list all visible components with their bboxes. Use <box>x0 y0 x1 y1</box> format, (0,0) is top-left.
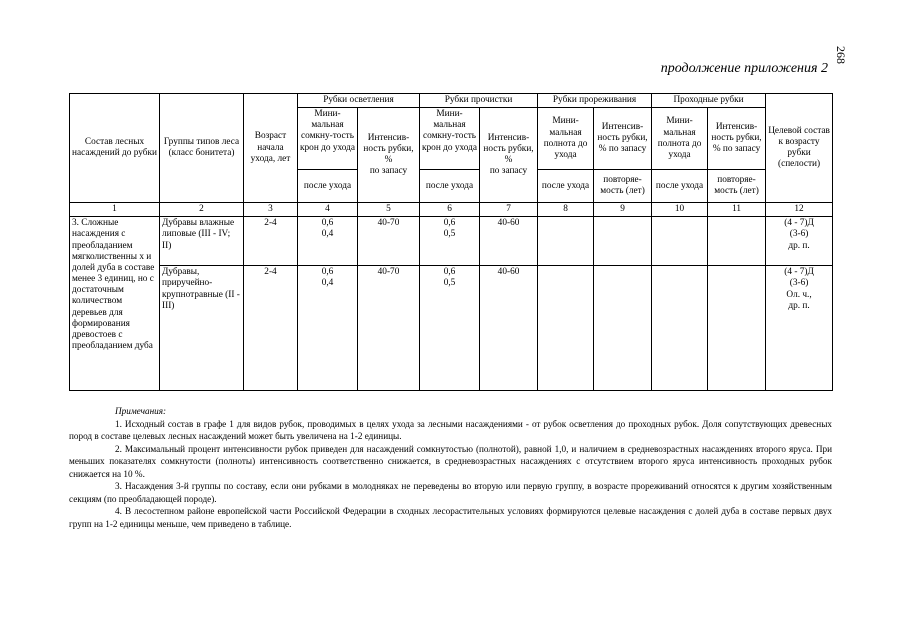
col-number: 7 <box>480 203 538 217</box>
notes-title: Примечания: <box>115 406 167 416</box>
note-item: 3. Насаждения 3-й группы по составу, если они рубками в молодняках не переведены во вторую или первую группу, в возрасте прореживаний относятся к другим хозяйственным секциям (по преобладающей породе). <box>69 481 832 504</box>
header-group-lightening: Рубки осветления <box>298 94 420 108</box>
col-number: 8 <box>538 203 594 217</box>
col-number: 1 <box>70 203 160 217</box>
empty-cell <box>652 266 708 391</box>
empty-cell <box>708 266 766 391</box>
empty-cell <box>538 266 594 391</box>
density-cell: 0,6 0,4 <box>298 217 358 266</box>
header-group-passage: Проходные рубки <box>652 94 766 108</box>
empty-cell <box>594 217 652 266</box>
care-cutting-table <box>69 93 833 391</box>
header-age: Возраст начала ухода, лет <box>244 94 298 203</box>
header-intensity-2: Интенсив-ность рубки, % по запасу <box>480 108 538 203</box>
intensity-cell: 40-70 <box>358 266 420 391</box>
table-row <box>70 266 833 391</box>
age-cell: 2-4 <box>244 217 298 266</box>
header-after-care-3: после ухода <box>538 170 594 203</box>
target-cell: (4 - 7)Д (3-6) др. п. <box>766 217 833 266</box>
header-after-care-4: после ухода <box>652 170 708 203</box>
density-cell: 0,6 0,4 <box>298 266 358 391</box>
col-number: 3 <box>244 203 298 217</box>
col-number: 12 <box>766 203 833 217</box>
header-intensity-stock-1: Интенсив-ность рубки, % по запасу <box>594 108 652 170</box>
header-intensity-1: Интенсив-ность рубки, % по запасу <box>358 108 420 203</box>
col-number: 5 <box>358 203 420 217</box>
target-cell: (4 - 7)Д (3-6) Ол. ч., др. п. <box>766 266 833 391</box>
intensity-cell: 40-70 <box>358 217 420 266</box>
header-forest-type: Группы типов леса (класс бонитета) <box>160 94 244 203</box>
header-target: Целевой состав к возрасту рубки (спелости) <box>766 94 833 203</box>
age-cell: 2-4 <box>244 266 298 391</box>
empty-cell <box>652 217 708 266</box>
col-number: 9 <box>594 203 652 217</box>
table-row <box>70 217 833 266</box>
header-min-fullness-2: Мини-мальная полнота до ухода <box>652 108 708 170</box>
appendix-caption: продолжение приложения 2 <box>660 61 828 76</box>
note-item: 4. В лесостепном районе европейской части Российской Федерации в сходных лесорастительных условиях формируются целевые насаждения с долей дуба в составе первых двух групп на 1-2 единицы меньше, чем приведено в таблице. <box>69 506 832 529</box>
col-number: 4 <box>298 203 358 217</box>
empty-cell <box>594 266 652 391</box>
composition-cell: 3. Сложные насаждения с преобладанием мягколиственны х и долей дуба в составе менее 3 единиц, но с достаточным количеством деревьев для формирования древостоев с преобладанием дуба <box>70 217 160 391</box>
header-repeat-1: повторяе-мость (лет) <box>594 170 652 203</box>
header-repeat-2: повторяе-мость (лет) <box>708 170 766 203</box>
col-number: 2 <box>160 203 244 217</box>
header-group-thinning: Рубки прореживания <box>538 94 652 108</box>
intensity-cell: 40-60 <box>480 266 538 391</box>
intensity-cell: 40-60 <box>480 217 538 266</box>
empty-cell <box>708 217 766 266</box>
forest-type-cell: Дубравы влажные липовые (III - IV; II) <box>160 217 244 266</box>
header-after-care-1: после ухода <box>298 170 358 203</box>
density-cell: 0,6 0,5 <box>420 266 480 391</box>
column-number-row <box>70 203 833 217</box>
header-after-care-2: после ухода <box>420 170 480 203</box>
header-group-cleaning: Рубки прочистки <box>420 94 538 108</box>
col-number: 6 <box>420 203 480 217</box>
col-number: 10 <box>652 203 708 217</box>
header-min-fullness-1: Мини-мальная полнота до ухода <box>538 108 594 170</box>
header-min-density-2: Мини-мальная сомкну-тость крон до ухода <box>420 108 480 170</box>
header-composition: Состав лесных насаждений до рубки <box>70 94 160 203</box>
note-item: 1. Исходный состав в графе 1 для видов рубок, проводимых в целях ухода за лесными насаждениями - от рубок осветления до проходных рубок. Доля сопутствующих древесных пород в составе целевых лесных насаждений может быть увеличена на 1-2 единицы. <box>69 418 832 442</box>
notes-section <box>69 405 832 530</box>
density-cell: 0,6 0,5 <box>420 217 480 266</box>
empty-cell <box>538 217 594 266</box>
page-number: 268 <box>834 46 848 64</box>
note-item: 2. Максимальный процент интенсивности рубок приведен для насаждений сомкнутостью (полнотой), равной 1,0, и наличием в средневозрастных насаждениях второго яруса. При меньших показателях сомкнутости (полноты) интенсивность соответственно снижается, в средневозрастных насаждениях с отсутствием второго яруса интенсивность проходных рубок снижается на 10 %. <box>69 443 832 479</box>
forest-type-cell: Дубравы, приручейно-крупнотравные (II - III) <box>160 266 244 391</box>
header-intensity-stock-2: Интенсив-ность рубки, % по запасу <box>708 108 766 170</box>
col-number: 11 <box>708 203 766 217</box>
header-min-density-1: Мини-мальная сомкну-тость крон до ухода <box>298 108 358 170</box>
